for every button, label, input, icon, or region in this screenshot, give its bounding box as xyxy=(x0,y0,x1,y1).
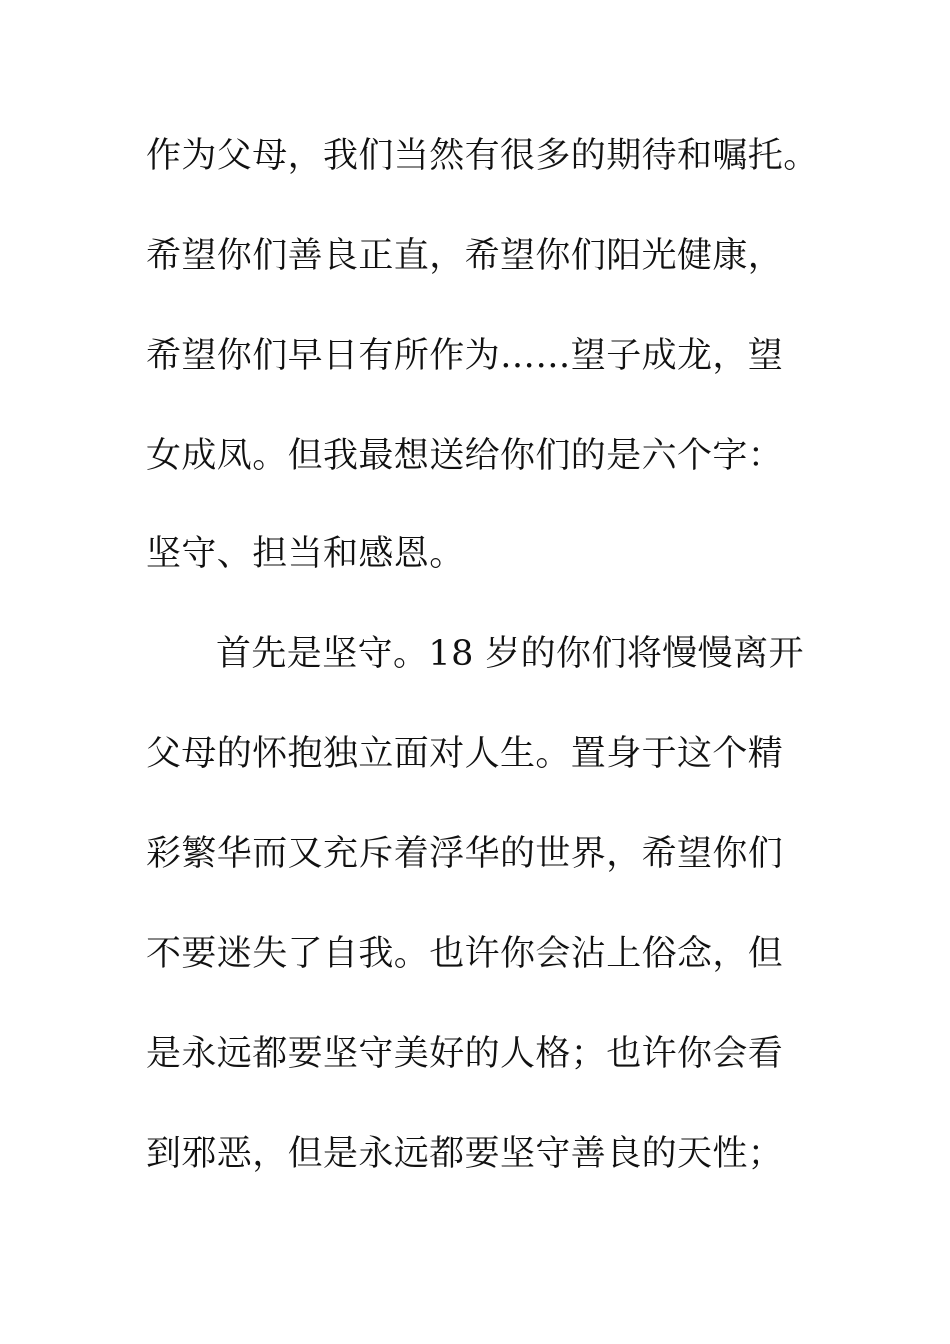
paragraph-first-line: 首先是坚守。18 岁的你们将慢慢离开 xyxy=(216,634,804,674)
paragraph-line: 彩繁华而又充斥着浮华的世界，希望你们 xyxy=(146,834,784,874)
paragraph-line: 希望你们善良正直，希望你们阳光健康， xyxy=(146,236,784,276)
paragraph-line: 作为父母，我们当然有很多的期待和嘱托。 xyxy=(146,136,819,176)
paragraph-line: 希望你们早日有所作为……望子成龙，望 xyxy=(146,336,784,376)
paragraph-line: 不要迷失了自我。也许你会沾上俗念，但 xyxy=(146,934,784,974)
paragraph-line: 到邪恶，但是永远都要坚守善良的天性； xyxy=(146,1134,784,1174)
paragraph-line: 父母的怀抱独立面对人生。置身于这个精 xyxy=(146,734,784,774)
paragraph-line: 是永远都要坚守美好的人格；也许你会看 xyxy=(146,1034,784,1074)
paragraph-line: 坚守、担当和感恩。 xyxy=(146,534,465,574)
paragraph-line: 女成凤。但我最想送给你们的是六个字： xyxy=(146,436,784,476)
